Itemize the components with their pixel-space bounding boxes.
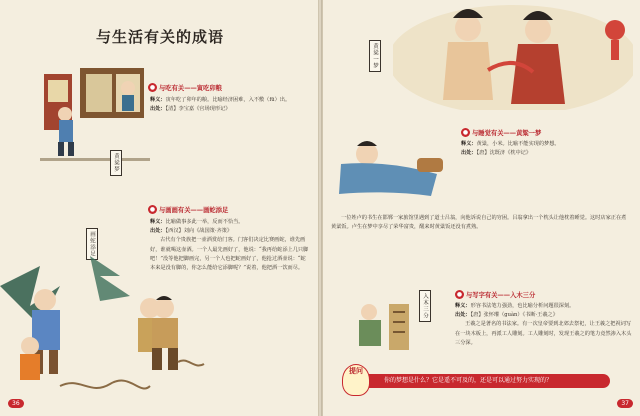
bullet-icon: ● <box>456 291 463 298</box>
meaning-text: 寅年吃了卯年的粮。比喻经济困难，入不敷（fū）出。 <box>165 97 291 103</box>
tag-label-1: 黄粱一梦 <box>369 40 381 72</box>
tag-label-1: 黄粱梦 <box>110 150 122 176</box>
section-heading-text: 与画画有关——画蛇添足 <box>159 207 229 214</box>
story-text: 王羲之是著名的书法家。有一次皇帝要到北郊去祭祀，让王羲之把祝词写在一块木板上，再派工人雕刻。工人雕刻时，发现王羲之的笔力竟然渗入木头三分深。 <box>455 321 632 346</box>
source-label: 出处： <box>150 106 166 113</box>
section-heading-1 <box>461 128 541 137</box>
question-banner: 你的梦想是什么？它是遥不可及的，还是可以通过努力实现的？ <box>352 374 610 388</box>
page-number: 37 <box>617 399 633 408</box>
meaning-text: 形容书法笔力强劲，也比喻分析问题很深刻。 <box>470 303 575 309</box>
source-label: 出处： <box>150 228 166 235</box>
right-page <box>322 0 640 416</box>
illustration-drawing-snake <box>0 246 160 411</box>
meaning-label: 释义： <box>150 97 166 103</box>
illustration-shop-scene <box>40 62 150 167</box>
source-text: 【唐】张怀瓘（guàn）《书断·王羲之》 <box>470 312 558 319</box>
page-number: 36 <box>8 399 24 408</box>
meaning-label: 释义： <box>455 303 471 309</box>
section-heading-2 <box>455 290 535 299</box>
source-text: 【清】李宝嘉《官场现形记》 <box>165 106 231 113</box>
page-title: 与生活有关的成语 <box>96 28 225 46</box>
bullet-icon: ● <box>149 206 156 213</box>
source-text: 【西汉】刘向《战国策·齐策》 <box>165 228 233 235</box>
source-label: 出处： <box>461 150 477 157</box>
meaning-text: 黄粱，小米。比喻不能实现的梦想。 <box>476 141 560 147</box>
section-heading-2 <box>148 205 228 214</box>
tag-label-2: 画蛇添足 <box>86 228 98 260</box>
illustration-sleeping-scholar <box>327 134 447 209</box>
section-heading-text: 与吃有关——寅吃卯粮 <box>159 85 222 92</box>
section-heading-text: 与写字有关——入木三分 <box>466 292 536 299</box>
illustration-carving-scholar <box>349 298 419 358</box>
section-1-body <box>150 96 310 114</box>
question-badge: 提问 <box>342 364 370 396</box>
section-1-body <box>461 140 627 158</box>
section-1-story: 一位姓卢的书生在邯郸一家旅馆里遇到了道士吕翁，向他诉说自己的穷困。吕翁拿出一个枕头让他枕着睡觉。这时店家正在煮黄粱饭。卢生在梦中享尽了荣华富贵，醒来时黄粱饭还没有煮熟。 <box>331 215 627 231</box>
illustration-dream-scene <box>393 0 633 110</box>
illustration-drawing-child <box>138 290 208 385</box>
section-heading-text: 与睡觉有关——黄粱一梦 <box>472 130 542 137</box>
story-text: 古代有个贵族把一壶酒赏给门客。门客们决定比赛画蛇，谁先画好，谁就喝这壶酒。一个人最先画好了，他说：“我再给蛇添上几只脚吧！”没等他把脚画完，另一个人也把蛇画好了，他抢过酒壶说：“蛇本来是没有脚的，你怎么能给它添脚呢？”说着，他把酒一饮而尽。 <box>150 237 309 272</box>
source-label: 出处： <box>455 312 471 319</box>
meaning-label: 释义： <box>150 219 166 225</box>
section-heading-1 <box>148 83 222 92</box>
meaning-text: 比喻做事多此一举，反而不恰当。 <box>165 219 244 225</box>
bullet-icon: ● <box>462 129 469 136</box>
left-page <box>0 0 319 416</box>
section-2-body <box>455 302 633 348</box>
tag-label-2: 入木三分 <box>419 290 431 322</box>
meaning-label: 释义： <box>461 141 477 147</box>
bullet-icon: ● <box>149 84 156 91</box>
section-2-body <box>150 218 310 273</box>
source-text: 【唐】沈既济《枕中记》 <box>476 150 532 157</box>
